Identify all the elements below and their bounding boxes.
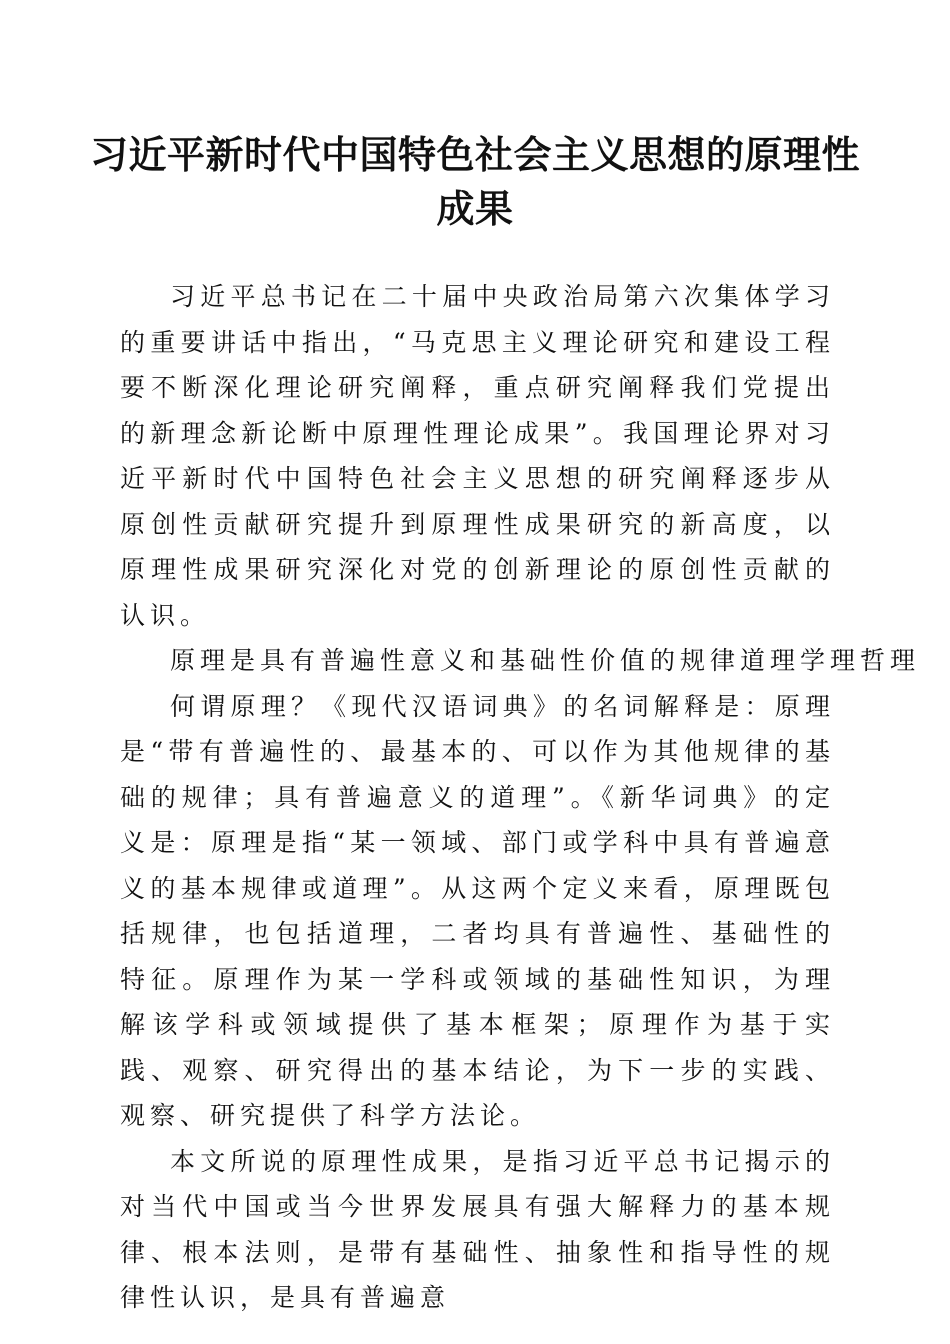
document-title: 习近平新时代中国特色社会主义思想的原理性成果 <box>90 132 861 231</box>
document-body <box>120 274 921 1321</box>
body-paragraph: 何谓原理？《现代汉语词典》的名词解释是：原理是“带有普遍性的、最基本的、可以作为其他规律的基础的规律；具有普遍意义的道理”。《新华词典》的定义是：原理是指“某一领域、部门或学科中具有普遍意义的基本规律或道理”。从这两个定义来看，原理既包括规律，也包括道理，二者均具有普遍性、基础性的特征。原理作为某一学科或领域的基础性知识，为理解该学科或领域提供了基本框架；原理作为基于实践、观察、研究得出的基本结论，为下一步的实践、观察、研究提供了科学方法论。 <box>120 691 835 1130</box>
section-heading: 原理是具有普遍性意义和基础性价值的规律道理学理哲理 <box>170 646 921 675</box>
body-paragraph: 习近平总书记在二十届中央政治局第六次集体学习的重要讲话中指出，“马克思主义理论研究和建设工程要不断深化理论研究阐释，重点研究阐释我们党提出的新理念新论断中原理性理论成果”。我国理论界对习近平新时代中国特色社会主义思想的研究阐释逐步从原创性贡献研究提升到原理性成果研究的新高度，以原理性成果研究深化对党的创新理论的原创性贡献的认识。 <box>120 282 835 630</box>
body-paragraph: 本文所说的原理性成果，是指习近平总书记揭示的对当代中国或当今世界发展具有强大解释力的基本规律、根本法则，是带有基础性、抽象性和指导性的规律性认识，是具有普遍意 <box>120 1146 835 1312</box>
